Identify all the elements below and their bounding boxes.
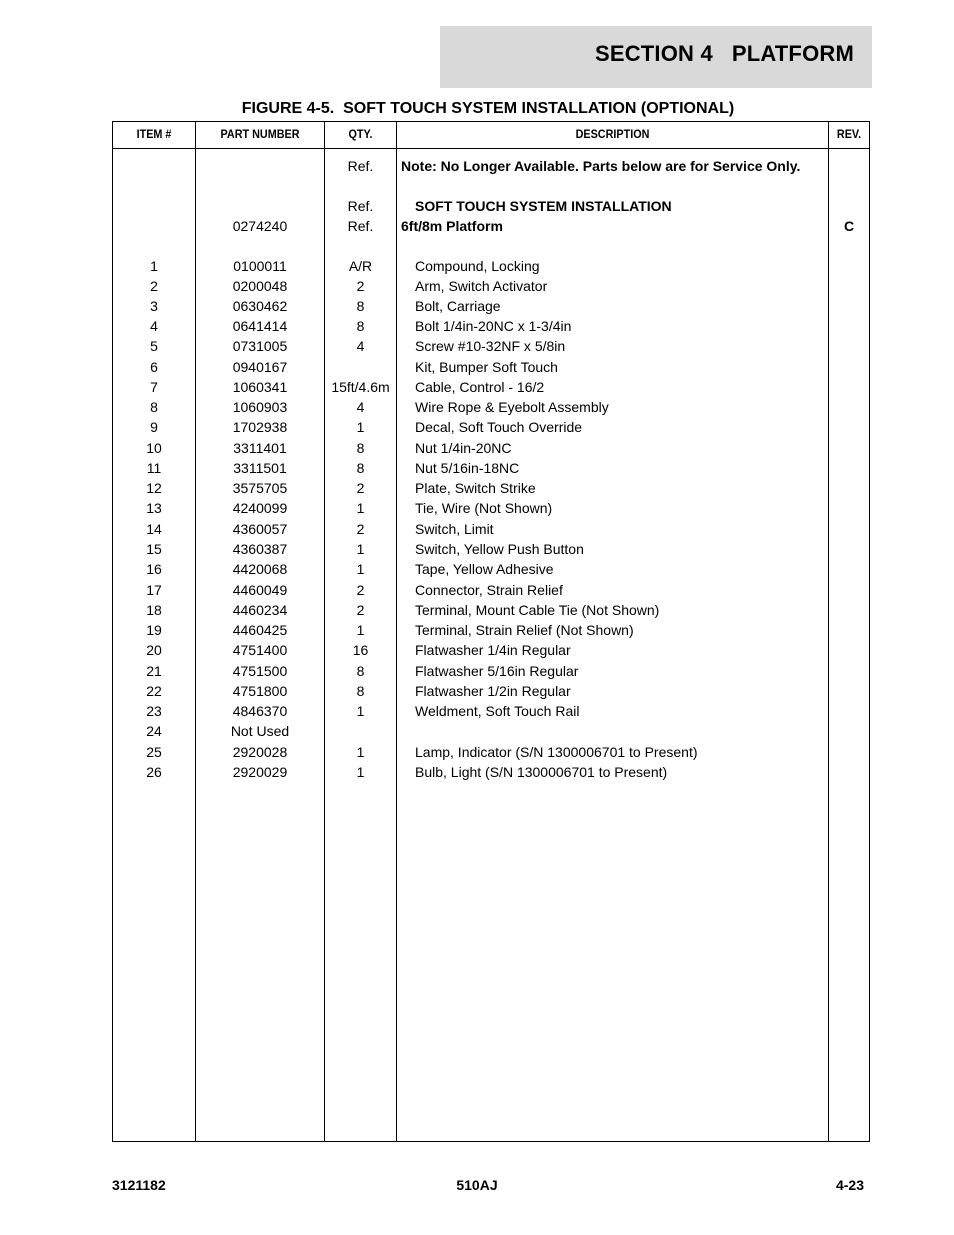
cell-item-number: 14 <box>146 521 162 537</box>
cell-description: Flatwasher 1/4in Regular <box>415 642 571 658</box>
cell-item-number: 13 <box>146 500 162 516</box>
section-title: SECTION 4 PLATFORM <box>594 41 854 66</box>
section-header <box>440 26 872 88</box>
cell-quantity: 4 <box>356 399 365 415</box>
cell-item-number: 2 <box>150 278 158 294</box>
cell-part-number: 2920029 <box>232 764 288 780</box>
column-header-part-number: PART NUMBER <box>220 127 300 141</box>
cell-item-number: 9 <box>150 419 158 435</box>
table-row <box>113 600 869 620</box>
cell-part-number: 4420068 <box>232 561 288 577</box>
cell-part-number: 0731005 <box>232 338 288 354</box>
cell-description: Note: No Longer Available. Parts below are for Service Only. <box>401 158 801 174</box>
cell-description: Weldment, Soft Touch Rail <box>415 703 580 719</box>
parts-table <box>112 121 870 1142</box>
cell-item-number: 4 <box>150 318 158 334</box>
cell-description: Nut 1/4in-20NC <box>415 440 512 456</box>
cell-description: Bolt, Carriage <box>415 298 501 314</box>
cell-item-number: 19 <box>146 622 162 638</box>
table-row <box>113 417 869 437</box>
cell-quantity: 1 <box>356 764 365 780</box>
cell-quantity: 8 <box>356 318 365 334</box>
cell-part-number: 4751400 <box>232 642 288 658</box>
cell-item-number: 26 <box>146 764 162 780</box>
cell-quantity: 1 <box>356 744 365 760</box>
cell-quantity: 2 <box>356 582 365 598</box>
cell-quantity: 1 <box>356 500 365 516</box>
cell-description: 6ft/8m Platform <box>401 218 503 234</box>
cell-part-number: 3575705 <box>232 480 288 496</box>
cell-part-number: 0100011 <box>233 258 287 274</box>
cell-quantity: Ref. <box>347 198 374 214</box>
cell-part-number: 3311401 <box>233 440 287 456</box>
cell-part-number: 2920028 <box>232 744 288 760</box>
footer-page-number: 4-23 <box>835 1177 864 1193</box>
cell-part-number: 4360387 <box>232 541 288 557</box>
cell-part-number: 4751800 <box>232 683 288 699</box>
cell-quantity: Ref. <box>347 158 374 174</box>
cell-description: Flatwasher 1/2in Regular <box>415 683 571 699</box>
cell-part-number: 4360057 <box>232 521 288 537</box>
cell-description: Switch, Yellow Push Button <box>415 541 584 557</box>
cell-description: Terminal, Mount Cable Tie (Not Shown) <box>415 602 660 618</box>
footer-doc-number: 3121182 <box>112 1177 166 1193</box>
cell-quantity: 8 <box>356 440 365 456</box>
cell-quantity: 2 <box>356 480 365 496</box>
cell-item-number: 22 <box>146 683 162 699</box>
cell-part-number: 0940167 <box>232 359 288 375</box>
cell-part-number: 4240099 <box>232 500 288 516</box>
cell-part-number: 4751500 <box>232 663 288 679</box>
cell-description: Lamp, Indicator (S/N 1300006701 to Present) <box>415 744 698 760</box>
cell-item-number: 25 <box>146 744 162 760</box>
column-header-qty: QTY. <box>348 127 373 141</box>
cell-description: Flatwasher 5/16in Regular <box>415 663 579 679</box>
cell-item-number: 5 <box>150 338 158 354</box>
cell-part-number: 4460425 <box>232 622 288 638</box>
footer-model: 510AJ <box>456 1177 498 1193</box>
cell-part-number: 4846370 <box>232 703 288 719</box>
cell-description: Cable, Control - 16/2 <box>415 379 545 395</box>
cell-description: Bolt 1/4in-20NC x 1-3/4in <box>415 318 572 334</box>
table-row <box>113 559 869 579</box>
cell-quantity: 16 <box>352 642 369 658</box>
table-row <box>113 681 869 701</box>
table-row <box>113 498 869 518</box>
table-row <box>113 580 869 600</box>
table-row <box>113 357 869 377</box>
cell-description: Connector, Strain Relief <box>415 582 563 598</box>
cell-quantity: 1 <box>356 541 365 557</box>
cell-quantity: 8 <box>356 683 365 699</box>
table-row <box>113 478 869 498</box>
cell-description: Bulb, Light (S/N 1300006701 to Present) <box>415 764 668 780</box>
cell-quantity: 2 <box>356 602 365 618</box>
cell-description: Switch, Limit <box>415 521 494 537</box>
cell-part-number: 0274240 <box>232 218 288 234</box>
table-row <box>113 640 869 660</box>
cell-revision: C <box>843 218 855 234</box>
cell-quantity: A/R <box>348 258 373 274</box>
cell-part-number: 1060341 <box>232 379 288 395</box>
cell-quantity: 8 <box>356 298 365 314</box>
column-header-item: ITEM # <box>136 127 172 141</box>
cell-quantity: 1 <box>356 622 365 638</box>
cell-quantity: 8 <box>356 663 365 679</box>
cell-part-number: 4460049 <box>232 582 288 598</box>
table-row <box>113 397 869 417</box>
table-row <box>113 762 869 782</box>
cell-description: Tape, Yellow Adhesive <box>415 561 554 577</box>
table-row <box>113 701 869 721</box>
cell-description: Nut 5/16in-18NC <box>415 460 520 476</box>
cell-item-number: 15 <box>146 541 162 557</box>
cell-quantity: Ref. <box>347 218 374 234</box>
cell-item-number: 18 <box>146 602 162 618</box>
table-row <box>113 156 869 176</box>
table-row <box>113 316 869 336</box>
header-divider <box>113 148 869 149</box>
cell-part-number: 0630462 <box>232 298 288 314</box>
cell-quantity: 1 <box>356 703 365 719</box>
table-row <box>113 620 869 640</box>
table-row <box>113 519 869 539</box>
cell-description: Terminal, Strain Relief (Not Shown) <box>415 622 634 638</box>
cell-item-number: 10 <box>146 440 162 456</box>
cell-quantity: 4 <box>356 338 365 354</box>
cell-part-number: 3311501 <box>233 460 287 476</box>
cell-quantity: 2 <box>356 278 365 294</box>
cell-item-number: 21 <box>146 663 162 679</box>
table-row <box>113 539 869 559</box>
table-row <box>113 438 869 458</box>
cell-item-number: 1 <box>150 258 158 274</box>
cell-description: Kit, Bumper Soft Touch <box>415 359 558 375</box>
table-row <box>113 196 869 216</box>
cell-description: Tie, Wire (Not Shown) <box>415 500 553 516</box>
cell-item-number: 8 <box>150 399 158 415</box>
table-row <box>113 276 869 296</box>
cell-part-number: 1060903 <box>232 399 288 415</box>
table-row <box>113 377 869 397</box>
cell-part-number: 0641414 <box>232 318 288 334</box>
cell-description: Plate, Switch Strike <box>415 480 536 496</box>
table-row <box>113 216 869 236</box>
column-header-rev: REV. <box>836 127 862 141</box>
cell-item-number: 24 <box>146 723 162 739</box>
cell-item-number: 17 <box>146 582 162 598</box>
cell-item-number: 16 <box>146 561 162 577</box>
table-row <box>113 256 869 276</box>
cell-item-number: 20 <box>146 642 162 658</box>
table-row <box>113 458 869 478</box>
figure-title: FIGURE 4-5. SOFT TOUCH SYSTEM INSTALLATION (OPTIONAL) <box>241 100 735 117</box>
cell-item-number: 3 <box>150 298 158 314</box>
cell-description: Compound, Locking <box>415 258 540 274</box>
table-row <box>113 742 869 762</box>
cell-quantity: 1 <box>356 561 365 577</box>
cell-quantity: 8 <box>356 460 365 476</box>
cell-description: Wire Rope & Eyebolt Assembly <box>415 399 609 415</box>
cell-description: Arm, Switch Activator <box>415 278 548 294</box>
cell-part-number: 0200048 <box>232 278 288 294</box>
cell-item-number: 12 <box>146 480 162 496</box>
table-row <box>113 661 869 681</box>
cell-part-number: 1702938 <box>232 419 288 435</box>
cell-quantity: 2 <box>356 521 365 537</box>
cell-part-number: Not Used <box>230 723 290 739</box>
cell-quantity: 15ft/4.6m <box>331 379 390 395</box>
cell-description: SOFT TOUCH SYSTEM INSTALLATION <box>415 198 672 214</box>
cell-part-number: 4460234 <box>232 602 288 618</box>
cell-item-number: 7 <box>150 379 158 395</box>
cell-item-number: 23 <box>146 703 162 719</box>
cell-description: Screw #10-32NF x 5/8in <box>415 338 566 354</box>
cell-item-number: 11 <box>146 460 162 476</box>
cell-quantity: 1 <box>356 419 365 435</box>
table-row <box>113 721 869 741</box>
cell-item-number: 6 <box>150 359 158 375</box>
table-row <box>113 336 869 356</box>
cell-description: Decal, Soft Touch Override <box>415 419 583 435</box>
column-header-description: DESCRIPTION <box>575 127 650 141</box>
table-row <box>113 296 869 316</box>
